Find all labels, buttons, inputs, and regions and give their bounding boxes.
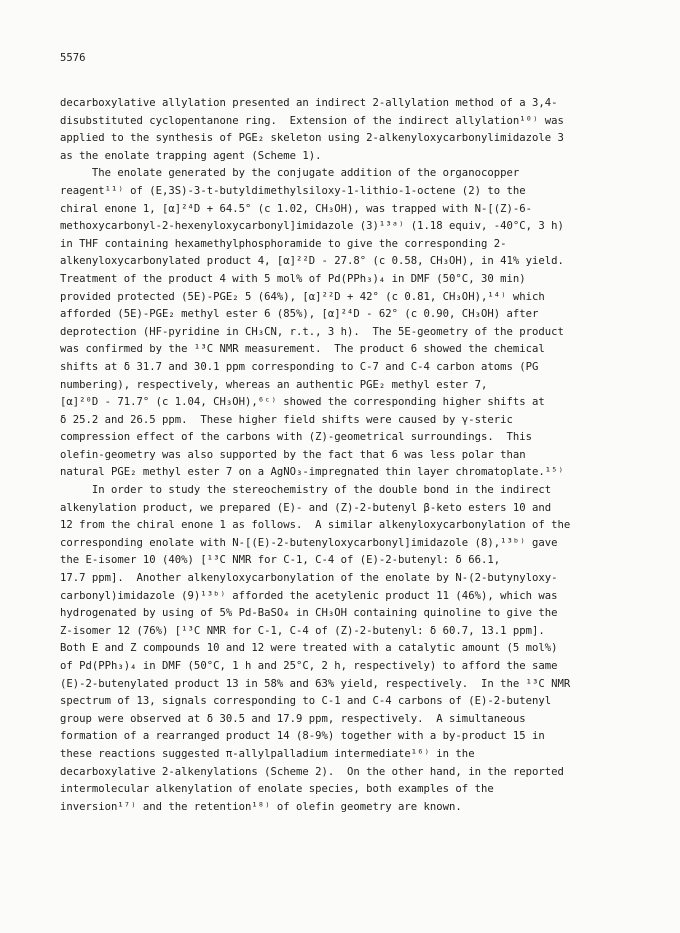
text-line: compression effect of the carbons with (Z)-geometrical surroundings. This (60, 431, 532, 444)
text-line: the E-isomer 10 (40%) [¹³C NMR for C-1, C-4 of (E)-2-butenyl: δ 66.1, (60, 554, 501, 567)
text-line: 17.7 ppm]. Another alkenyloxycarbonylation of the enolate by N-(2-butynyloxy- (60, 572, 558, 585)
text-line: in THF containing hexamethylphosphoramide to give the corresponding 2- (60, 237, 507, 250)
text-line: (E)-2-butenylated product 13 in 58% and 63% yield, respectively. In the ¹³C NMR (60, 677, 571, 690)
text-line: olefin-geometry was also supported by the fact that 6 was less polar than (60, 448, 526, 461)
text-line: The enolate generated by the conjugate addition of the organocopper (60, 167, 520, 180)
text-line: Treatment of the product 4 with 5 mol% of Pd(PPh₃)₄ in DMF (50°C, 30 min) (60, 272, 526, 285)
text-line: disubstituted cyclopentanone ring. Extension of the indirect allylation¹⁰⁾ was (60, 114, 564, 127)
text-line: [α]²⁰D - 71.7° (c 1.04, CH₃OH),⁶ᶜ⁾ showed the corresponding higher shifts at (60, 396, 545, 409)
text-line: Both E and Z compounds 10 and 12 were treated with a catalytic amount (5 mol%) (60, 642, 558, 655)
text-line: 12 from the chiral enone 1 as follows. A similar alkenyloxycarbonylation of the (60, 519, 571, 532)
page-number: 5576 (60, 52, 86, 64)
text-line: was confirmed by the ¹³C NMR measurement. The product 6 showed the chemical (60, 343, 545, 356)
text-line: methoxycarbonyl-2-hexenyloxycarbonyl]imidazole (3)¹³ᵃ⁾ (1.18 equiv, -40°C, 3 h) (60, 220, 564, 233)
text-line: carbonyl)imidazole (9)¹³ᵇ⁾ afforded the acetylenic product 11 (46%), which was (60, 589, 558, 602)
text-line: inversion¹⁷⁾ and the retention¹⁸⁾ of olefin geometry are known. (60, 800, 462, 813)
text-line: group were observed at δ 30.5 and 17.9 ppm, respectively. A simultaneous (60, 712, 526, 725)
text-line: chiral enone 1, [α]²⁴D + 64.5° (c 1.02, CH₃OH), was trapped with N-[(Z)-6- (60, 202, 532, 215)
text-line: deprotection (HF-pyridine in CH₃CN, r.t., 3 h). The 5E-geometry of the product (60, 325, 564, 338)
text-line: decarboxylative allylation presented an indirect 2-allylation method of a 3,4- (60, 97, 558, 109)
text-line: afforded (5E)-PGE₂ methyl ester 6 (85%), [α]²⁴D - 62° (c 0.90, CH₃OH) after (60, 308, 539, 321)
text-line: these reactions suggested π-allylpalladium intermediate¹⁶⁾ in the (60, 747, 475, 760)
text-line: natural PGE₂ methyl ester 7 on a AgNO₃-impregnated thin layer chromatoplate.¹⁵⁾ (60, 466, 564, 479)
text-line: hydrogenated by using of 5% Pd-BaSO₄ in CH₃OH containing quinoline to give the (60, 607, 558, 620)
text-line: intermolecular alkenylation of enolate species, both examples of the (60, 783, 494, 796)
text-line: of Pd(PPh₃)₄ in DMF (50°C, 1 h and 25°C, 2 h, respectively) to afford the same (60, 660, 558, 672)
text-line: shifts at δ 31.7 and 30.1 ppm corresponding to C-7 and C-4 carbon atoms (PG (60, 360, 539, 373)
text-line: In order to study the stereochemistry of the double bond in the indirect (60, 484, 552, 497)
text-line: decarboxylative 2-alkenylations (Scheme 2). On the other hand, in the reported (60, 765, 564, 778)
text-line: applied to the synthesis of PGE₂ skeleton using 2-alkenyloxycarbonylimidazole 3 (60, 132, 564, 145)
text-line: formation of a rearranged product 14 (8-9%) together with a by-product 15 in (60, 730, 545, 743)
text-line: δ 25.2 and 26.5 ppm. These higher field shifts were caused by γ-steric (60, 413, 513, 426)
text-line: Z-isomer 12 (76%) [¹³C NMR for C-1, C-4 of (Z)-2-butenyl: δ 60.7, 13.1 ppm]. (60, 624, 545, 637)
body-text (60, 95, 620, 816)
text-line: alkenylation product, we prepared (E)- and (Z)-2-butenyl β-keto esters 10 and (60, 501, 552, 514)
text-line: corresponding enolate with N-[(E)-2-butenyloxycarbonyl]imidazole (8),¹³ᵇ⁾ gave (60, 536, 558, 549)
text-line: spectrum of 13, signals corresponding to C-1 and C-4 carbons of (E)-2-butenyl (60, 695, 552, 708)
text-line: as the enolate trapping agent (Scheme 1). (60, 149, 322, 162)
text-line: alkenyloxycarbonylated product 4, [α]²²D - 27.8° (c 0.58, CH₃OH), in 41% yield. (60, 255, 564, 268)
text-line: numbering), respectively, whereas an authentic PGE₂ methyl ester 7, (60, 378, 488, 391)
text-line: reagent¹¹⁾ of (E,3S)-3-t-butyldimethylsiloxy-1-lithio-1-octene (2) to the (60, 184, 526, 197)
text-line: provided protected (5E)-PGE₂ 5 (64%), [α]²²D + 42° (c 0.81, CH₃OH),¹⁴⁾ which (60, 290, 545, 303)
